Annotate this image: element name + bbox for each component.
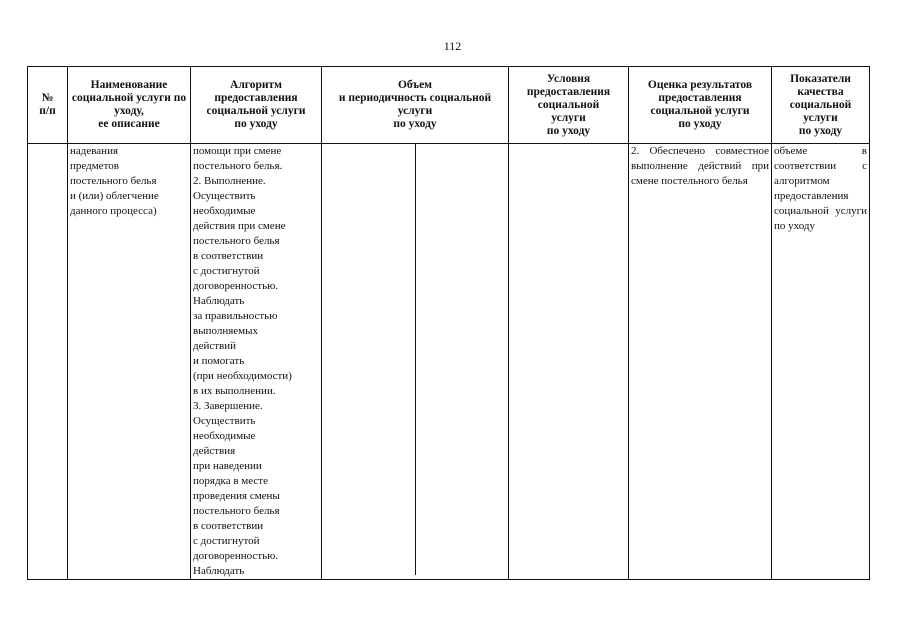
page-number: 112	[443, 39, 462, 53]
header-row	[28, 67, 870, 144]
header-conditions: Условия предоставления социальной услуги по уходу	[509, 67, 629, 144]
services-table	[27, 66, 870, 580]
header-name: Наименование социальной услуги по уходу, ее описание	[68, 67, 191, 144]
cell-volume	[322, 144, 509, 580]
cell-conditions	[509, 144, 629, 580]
cell-name: надевания предметов постельного белья и (или) облегчение данного процесса)	[68, 144, 191, 580]
table-row	[28, 144, 870, 580]
header-evaluation: Оценка результатов предоставления социальной услуги по уходу	[629, 67, 772, 144]
header-quality: Показатели качества социальной услуги по уходу	[772, 67, 870, 144]
header-num: № п/п	[28, 67, 68, 144]
header-algorithm: Алгоритм предоставления социальной услуги по уходу	[191, 67, 322, 144]
cell-num	[28, 144, 68, 580]
cell-algorithm: помощи при смене постельного белья. 2. Выполнение. Осуществить необходимые действия при смене постельного белья в соответствии с достигнутой договоренностью. Наблюдать за правильностью выполняемых действий и помогать (при необходимости) в их выполнении. 3. Завершение. Осуществить необходимые действия при наведении порядка в месте проведения смены постельного белья в соответствии с достигнутой договоренностью. Наблюдать	[191, 144, 322, 580]
cell-quality: объеме в соответствии с алгоритмом предоставления социальной услуги по уходу	[772, 144, 870, 580]
cell-volume-left	[322, 144, 415, 575]
cell-volume-right	[415, 144, 509, 575]
cell-evaluation: 2. Обеспечено совместное выполнение действий при смене постельного белья	[629, 144, 772, 580]
header-volume: Объем и периодичность социальной услуги по уходу	[322, 67, 509, 144]
